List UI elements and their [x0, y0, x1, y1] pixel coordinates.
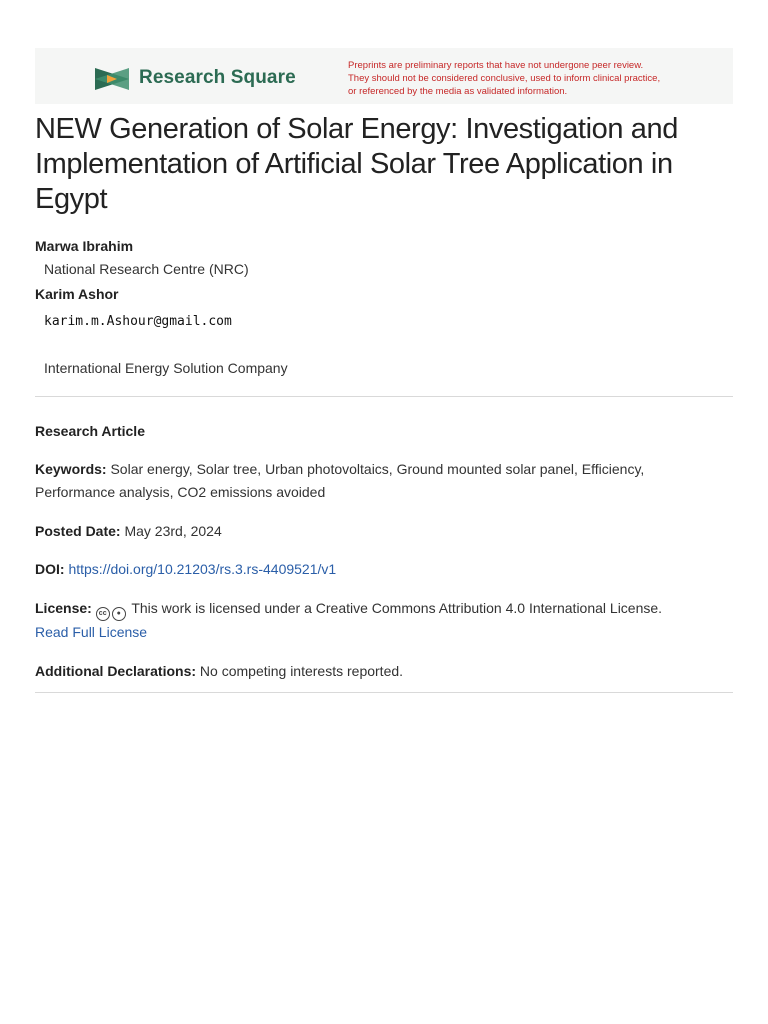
- doi-link[interactable]: https://doi.org/10.21203/rs.3.rs-4409521/v1: [68, 561, 337, 577]
- brand-first: Research: [139, 67, 226, 88]
- read-full-license-link[interactable]: Read Full License: [35, 624, 148, 640]
- research-square-logo-icon: [93, 64, 131, 94]
- license-text: This work is licensed under a Creative Commons Attribution 4.0 International License.: [131, 600, 663, 616]
- divider: [35, 692, 733, 693]
- disclaimer-line: They should not be considered conclusive, used to inform clinical practice,: [348, 73, 661, 84]
- paper-title: NEW Generation of Solar Energy: Investigation and Implementation of Artificial Solar Tree Application in Egypt: [35, 113, 678, 215]
- brand-second: Square: [230, 67, 296, 88]
- brand-name: [139, 67, 296, 89]
- attribution-icon: ●: [112, 607, 126, 621]
- preprint-banner: [35, 48, 733, 104]
- posted-date-value: May 23rd, 2024: [124, 523, 222, 539]
- preprint-disclaimer: [348, 59, 660, 98]
- divider: [35, 396, 733, 397]
- keywords-value: Solar energy, Solar tree, Urban photovoltaics, Ground mounted solar panel, Efficiency, Performance analysis, CO2 emissions avoided: [35, 461, 645, 500]
- author-affiliation: National Research Centre (NRC): [44, 261, 249, 277]
- author-affiliation: International Energy Solution Company: [44, 360, 288, 376]
- author-name[interactable]: Marwa Ibrahim: [35, 238, 134, 254]
- article-type: [35, 420, 725, 443]
- keywords-label: Keywords:: [35, 461, 107, 477]
- article-type-label: Research Article: [35, 423, 145, 439]
- license-label: License:: [35, 600, 92, 616]
- disclaimer-line: Preprints are preliminary reports that have not undergone peer review.: [348, 60, 644, 71]
- author-email[interactable]: karim.m.Ashour@gmail.com: [44, 314, 232, 329]
- creative-commons-icon: cc: [96, 607, 110, 621]
- doi: [35, 558, 725, 581]
- posted-date: [35, 520, 725, 543]
- declarations-value: No competing interests reported.: [199, 663, 404, 679]
- additional-declarations: [35, 660, 725, 683]
- author-name[interactable]: Karim Ashor: [35, 286, 119, 302]
- posted-date-label: Posted Date:: [35, 523, 121, 539]
- keywords: [35, 458, 725, 504]
- doi-label: DOI:: [35, 561, 65, 577]
- declarations-label: Additional Declarations:: [35, 663, 197, 679]
- disclaimer-line: or referenced by the media as validated information.: [348, 86, 568, 97]
- license: [35, 597, 725, 644]
